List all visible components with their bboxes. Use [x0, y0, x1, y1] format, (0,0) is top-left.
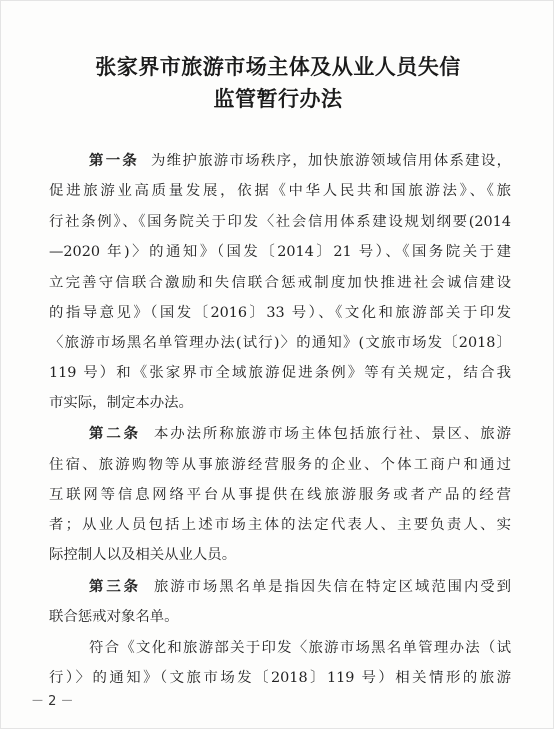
article-1-heading: 第一条	[89, 152, 140, 169]
article-3-text: 旅游市场黑名单是指因失信在特定区域范围内受到	[153, 579, 511, 595]
article-2-line-1	[89, 424, 511, 444]
article-3-line-1	[89, 577, 511, 597]
document-title-line-1: 张家界市旅游市场主体及从业人员失信	[95, 54, 461, 79]
document-title-line-2: 监管暂行办法	[213, 86, 343, 111]
article-1-line-3: 行社条例》、《国务院关于印发〈社会信用体系建设规划纲要(2014	[49, 214, 511, 230]
article-1-line-6: 的指导意见》（国发〔2016〕33 号）、《文化和旅游部关于印发	[49, 305, 511, 321]
article-3-line-2: 联合惩戒对象名单。	[49, 609, 179, 625]
article-1-line-1	[89, 151, 511, 171]
article-2-line-4: 者；从业人员包括上述市场主体的法定代表人、主要负责人、实	[49, 517, 511, 533]
article-2-line-3: 互联网等信息网络平台从事提供在线旅游服务或者产品的经营	[49, 487, 511, 503]
article-2-heading: 第二条	[89, 425, 141, 442]
article-1-line-2: 促进旅游业高质量发展，依据《中华人民共和国旅游法》、《旅	[49, 183, 511, 199]
article-1-line-5: 立完善守信联合激励和失信联合惩戒制度加快推进社会诚信建设	[49, 275, 511, 291]
article-3-heading: 第三条	[89, 578, 141, 595]
paragraph-4-line-2: 行）〉的通知》（文旅市场发〔2018〕119 号）相关情形的旅游	[49, 670, 511, 686]
article-1-line-9: 市实际，制定本办法。	[49, 395, 193, 411]
article-1-text: 为维护旅游市场秩序，加快旅游领域信用体系建设，	[150, 153, 511, 169]
page-number: － 2 －	[31, 694, 74, 709]
article-1-line-4: —2020 年)〉的通知》（国发〔2014〕21 号）、《国务院关于建	[49, 244, 511, 260]
article-2-line-2: 住宿、旅游购物等从事旅游经营服务的企业、个体工商户和通过	[49, 457, 511, 473]
article-2-text: 本办法所称旅游市场主体包括旅行社、景区、旅游	[153, 426, 511, 442]
article-2-line-5: 际控制人以及相关从业人员。	[49, 547, 237, 563]
article-1-line-7: 〈旅游市场黑名单管理办法(试行)〉的通知》(文旅市场发〔2018〕	[49, 335, 511, 351]
article-1-line-8: 119 号）和《张家界市全域旅游促进条例》等有关规定，结合我	[49, 365, 511, 381]
paragraph-4-line-1: 符合《文化和旅游部关于印发〈旅游市场黑名单管理办法（试	[89, 640, 511, 656]
